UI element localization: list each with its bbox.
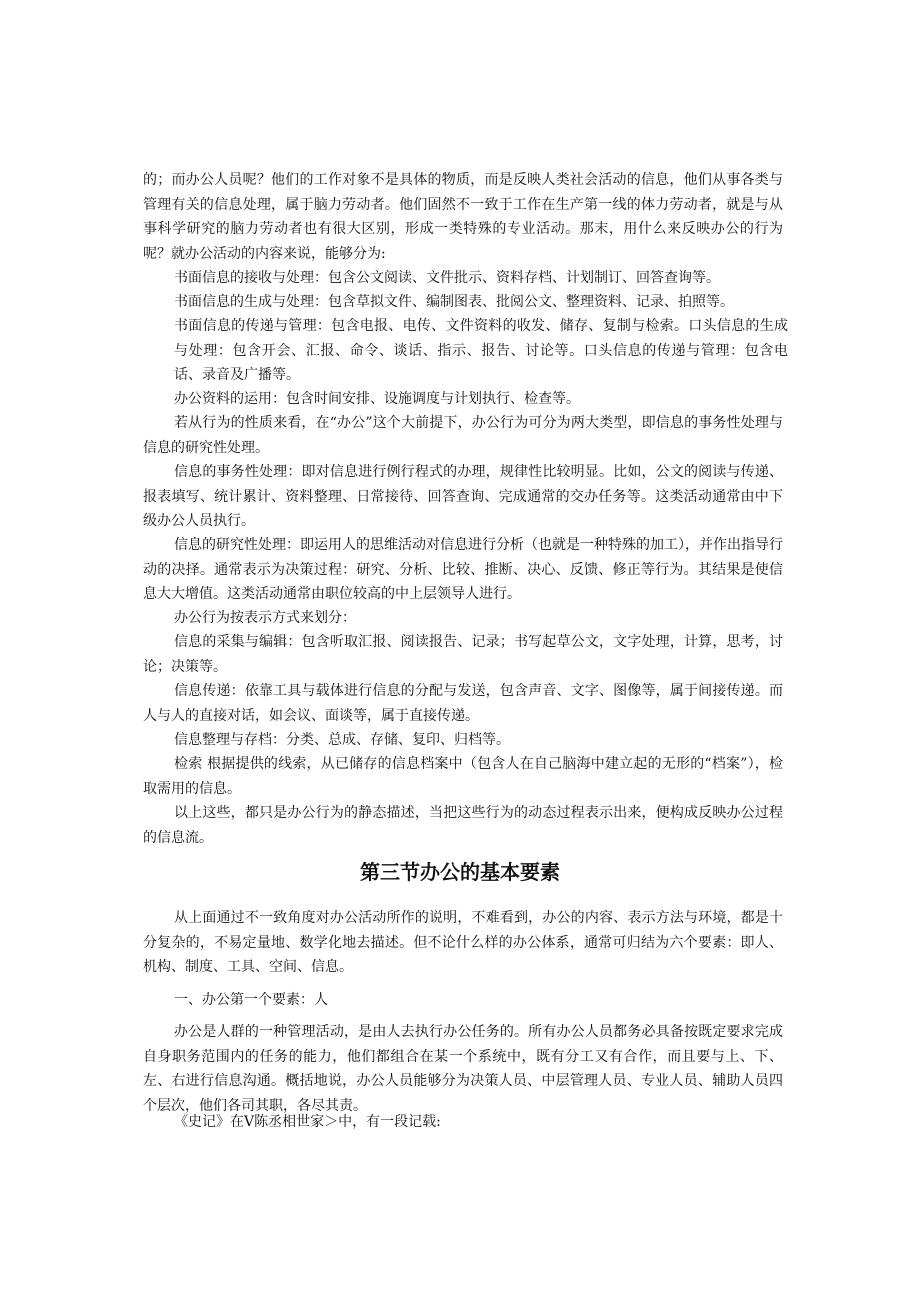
paragraph-routine-processing: 信息的事务性处理：即对信息进行例行程式的办理，规律性比较明显。比如，公文的阅读与传递、报表填写、统计累计、资料整理、日常接待、回答查询、完成通常的交办任务等。这类活动通常由中下级办公人员执行。 xyxy=(143,464,783,529)
paragraph-research-processing: 信息的研究性处理：即运用人的思维活动对信息进行分析（也就是一种特殊的加工），并作出指导行动的决择。通常表示为决策过程：研究、分析、比较、推断、决心、反馈、修正等行为。其结果是使信息大大增值。这类活动通常由职位较高的中上层领导人进行。 xyxy=(143,537,783,602)
subheading-first-element: 一、办公第一个要素：人 xyxy=(174,992,328,1008)
paragraph-written-generate: 书面信息的生成与处理：包含草拟文件、编制图表、批阅公文、整理资料、记录、拍照等。 xyxy=(174,294,734,310)
paragraph-intro-continued: 的；而办公人员呢？他们的工作对象不是具体的物质，而是反映人类社会活动的信息，他们从事各类与管理有关的信息处理，属于脑力劳动者。他们固然不一致于工作在生产第一线的体力劳动者，就是与从事科学研究的脑力劳动者也有很大区别，形成一类特殊的专业活动。那末，用什么来反映办公的行为呢？就办公活动的内容来说，能够分为: xyxy=(143,172,783,262)
paragraph-office-people: 办公是人群的一种管理活动，是由人去执行办公任务的。所有办公人员都务必具备按既定要求完成自身职务范围内的任务的能力，他们都组合在某一个系统中，既有分工又有合作，而且要与上、下、左、右进行信息沟通。概括地说，办公人员能够分为决策人员、中层管理人员、专业人员、辅助人员四个层次，他们各司其职，各尽其责。 xyxy=(143,1024,783,1114)
paragraph-transmission: 信息传递：依靠工具与载体进行信息的分配与发送，包含声音、文字、图像等，属于间接传递。而人与人的直接对话，如会议、面谈等，属于直接传递。 xyxy=(143,683,783,724)
paragraph-retrieval: 检索 根据提供的线索，从已储存的信息档案中（包含人在自己脑海中建立起的无形的“档案”），检取需用的信息。 xyxy=(143,756,783,797)
paragraph-archive: 信息整理与存档：分类、总成、存储、复印、归档等。 xyxy=(174,732,510,748)
section-heading: 第三节办公的基本要素 xyxy=(360,860,560,884)
paragraph-six-elements: 从上面通过不一致角度对办公活动所作的说明，不难看到，办公的内容、表示方法与环境，都是十分复杂的，不易定量地、数学化地去描述。但不论什么样的办公体系，通常可归结为六个要素：即人、机构、制度、工具、空间、信息。 xyxy=(143,910,783,975)
paragraph-shiji-quote: 《史记》在Ⅴ陈丞相世家＞中，有一段记载: xyxy=(174,1114,441,1130)
paragraph-office-resources: 办公资料的运用：包含时间安排、设施调度与计划执行、检查等。 xyxy=(174,391,580,407)
paragraph-written-transfer: 书面信息的传递与管理：包含电报、电传、文件资料的收发、储存、复制与检索。口头信息的生成与处理：包含开会、汇报、命令、谈话、指示、报告、讨论等。口头信息的传递与管理：包含电话、录音及广播等。 xyxy=(174,318,788,383)
paragraph-collect-edit: 信息的采集与编辑：包含听取汇报、阅读报告、记录；书写起草公文，文字处理，计算，思考，讨论；决策等。 xyxy=(143,634,783,675)
paragraph-behavior-nature: 若从行为的性质来看，在“办公”这个大前提下，办公行为可分为两大类型，即信息的事务性处理与信息的研究性处理。 xyxy=(143,415,783,456)
paragraph-written-receive: 书面信息的接收与处理：包含公文阅读、文件批示、资料存档、计划制订、回答查询等。 xyxy=(174,270,720,286)
paragraph-static-summary: 以上这些，都只是办公行为的静态描述，当把这些行为的动态过程表示出来，便构成反映办公过程的信息流。 xyxy=(143,805,783,846)
paragraph-expression-division: 办公行为按表示方式来划分： xyxy=(174,610,356,626)
